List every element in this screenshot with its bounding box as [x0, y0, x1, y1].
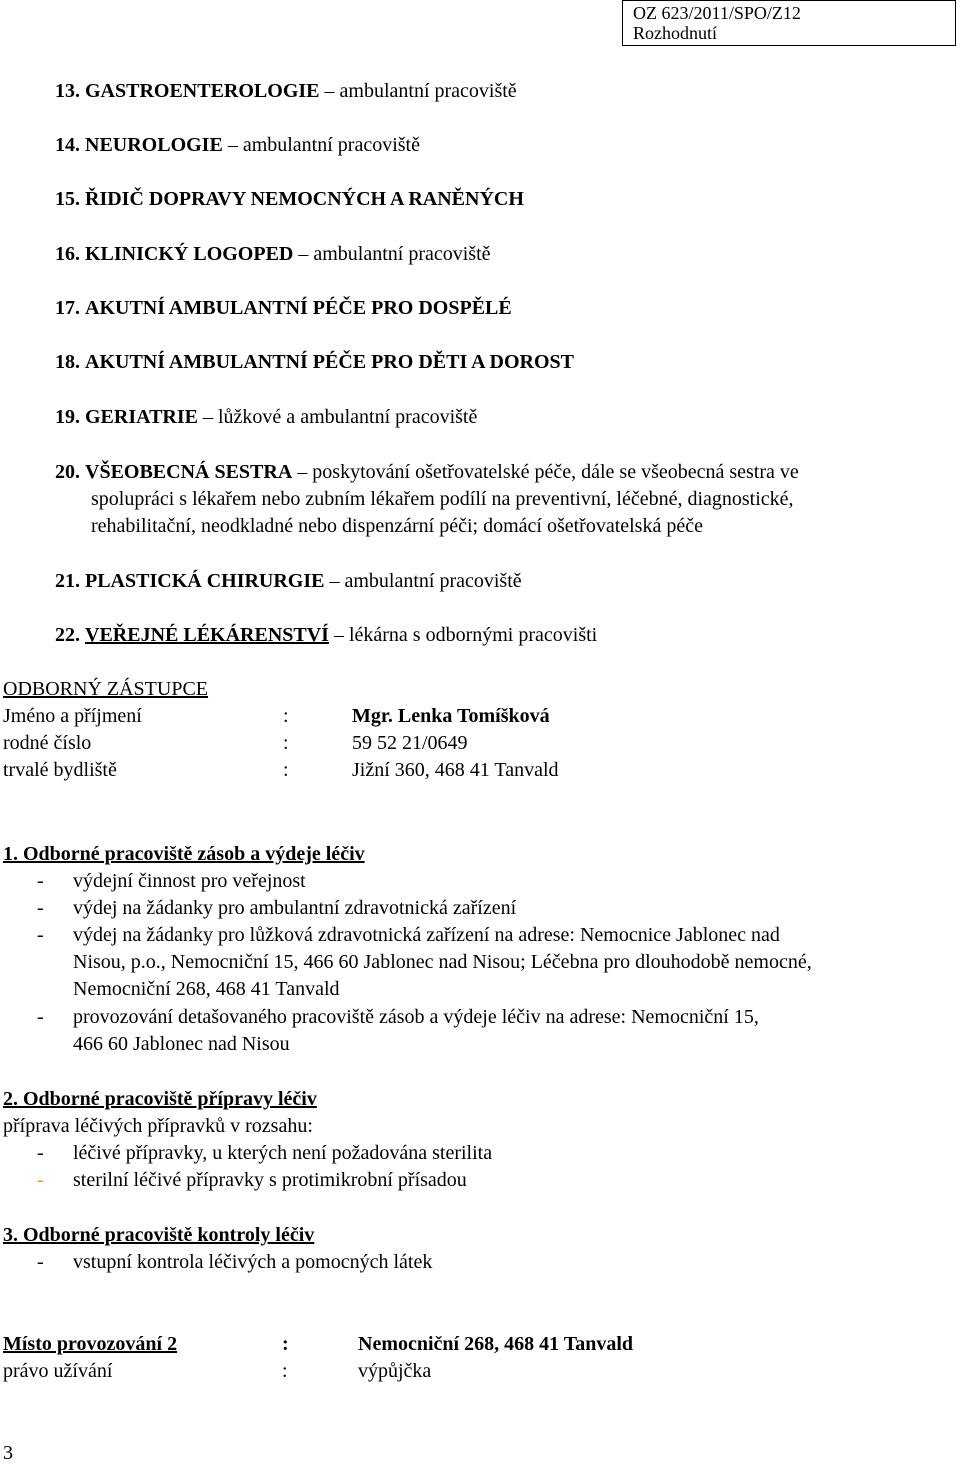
rep-value: Jižní 360, 468 41 Tanvald: [352, 759, 559, 781]
list-item-21: 21. PLASTICKÁ CHIRURGIE – ambulantní pracoviště: [55, 570, 522, 592]
usage-right-label: právo užívání: [3, 1360, 113, 1382]
item-number: 21.: [55, 570, 80, 592]
rep-separator: :: [283, 732, 289, 754]
bullet-4-line-1: provozování detašovaného pracoviště zásob a výdeje léčiv na adrese: Nemocniční 15,: [73, 1006, 759, 1028]
list-item: [55, 351, 574, 374]
item-desc: lůžkové a ambulantní pracoviště: [218, 406, 478, 428]
item-number: 18.: [55, 351, 80, 373]
rep-separator: :: [283, 705, 289, 727]
section-1-heading: [3, 843, 365, 866]
item-title: AKUTNÍ AMBULANTNÍ PÉČE PRO DĚTI A DOROST: [85, 351, 574, 373]
rep-value: Mgr. Lenka Tomíšková: [352, 705, 550, 727]
item-desc: lékárna s odbornými pracovišti: [348, 624, 598, 646]
document-type: Rozhodnutí: [633, 23, 717, 43]
rep-value: 59 52 21/0649: [352, 732, 468, 754]
section-3-heading: [3, 1224, 314, 1247]
rep-label: Jméno a příjmení: [3, 705, 142, 727]
rep-separator: :: [283, 759, 289, 781]
usage-right-value: výpůjčka: [358, 1360, 432, 1382]
item-number: 22.: [55, 624, 80, 646]
item-number: 17.: [55, 297, 80, 319]
item-desc-line-1: poskytování ošetřovatelské péče, dále se všeobecná sestra ve: [312, 461, 799, 483]
item-number: 16.: [55, 243, 80, 265]
item-number: 20.: [55, 461, 80, 483]
list-item: 16. KLINICKÝ LOGOPED – ambulantní pracoviště: [55, 243, 491, 265]
rep-label: trvalé bydliště: [3, 759, 117, 781]
list-item: 13. GASTROENTEROLOGIE – ambulantní pracoviště: [55, 80, 517, 102]
item-number: 19.: [55, 406, 80, 428]
item-desc: ambulantní pracoviště: [339, 80, 517, 102]
item-title: VŠEOBECNÁ SESTRA: [85, 461, 293, 483]
list-item: 14. NEUROLOGIE – ambulantní pracoviště: [55, 134, 420, 156]
page-number: 3: [3, 1442, 13, 1464]
section-2-title: 2. Odborné pracoviště přípravy léčiv: [3, 1088, 317, 1110]
list-item-20: 20. VŠEOBECNÁ SESTRA – poskytování ošetřovatelské péče, dále se všeobecná sestra ve: [55, 461, 799, 483]
section-2-intro: příprava léčivých přípravků v rozsahu:: [3, 1115, 313, 1137]
usage-right-separator: :: [282, 1360, 288, 1382]
representative-heading: ODBORNÝ ZÁSTUPCE: [3, 678, 209, 700]
reference-code: OZ 623/2011/SPO/Z12: [633, 3, 801, 23]
bullet-3-line-3: Nemocniční 268, 468 41 Tanvald: [73, 978, 340, 1000]
list-item: [55, 297, 512, 320]
place-value: Nemocniční 268, 468 41 Tanvald: [358, 1333, 634, 1355]
section-3-title: 3. Odborné pracoviště kontroly léčiv: [3, 1224, 315, 1246]
item-title: AKUTNÍ AMBULANTNÍ PÉČE PRO DOSPĚLÉ: [85, 297, 512, 319]
bullet-3-line-2: Nisou, p.o., Nemocniční 15, 466 60 Jablonec nad Nisou; Léčebna pro dlouhodobě nemocné,: [73, 951, 812, 973]
item-desc: ambulantní pracoviště: [313, 243, 491, 265]
item-desc: ambulantní pracoviště: [344, 570, 522, 592]
item-title: PLASTICKÁ CHIRURGIE: [85, 570, 325, 592]
place-separator: :: [282, 1333, 289, 1355]
item-20-line-2: spolupráci s lékařem nebo zubním lékařem podílí na preventivní, léčebné, diagnostické,: [91, 488, 794, 510]
section-1-title: 1. Odborné pracoviště zásob a výdeje léčiv: [3, 843, 365, 865]
place-label: Místo provozování 2: [3, 1333, 178, 1355]
item-title: GASTROENTEROLOGIE: [85, 80, 320, 102]
list-item: 19. GERIATRIE – lůžkové a ambulantní pracoviště: [55, 406, 478, 428]
item-number: 14.: [55, 134, 80, 156]
reference-box: [622, 0, 956, 46]
item-number: 15.: [55, 188, 80, 210]
place-row: [3, 1333, 177, 1356]
section-2-heading: [3, 1088, 317, 1111]
item-20-line-3: rehabilitační, neodkladné nebo dispenzární péči; domácí ošetřovatelská péče: [91, 515, 703, 537]
item-title: GERIATRIE: [85, 406, 198, 428]
bullet-4-line-2: 466 60 Jablonec nad Nisou: [73, 1033, 290, 1055]
bullet-3-line-1: výdej na žádanky pro lůžková zdravotnická zařízení na adrese: Nemocnice Jablonec nad: [73, 924, 780, 946]
item-number: 13.: [55, 80, 80, 102]
item-title: VEŘEJNÉ LÉKÁRENSTVÍ: [85, 624, 329, 646]
list-item-22: 22. VEŘEJNÉ LÉKÁRENSTVÍ – lékárna s odbornými pracovišti: [55, 624, 598, 646]
item-desc: ambulantní pracoviště: [242, 134, 420, 156]
rep-label: rodné číslo: [3, 732, 92, 754]
item-title: ŘIDIČ DOPRAVY NEMOCNÝCH A RANĚNÝCH: [85, 188, 524, 210]
list-item: [55, 188, 524, 211]
item-title: KLINICKÝ LOGOPED: [85, 243, 294, 265]
item-title: NEUROLOGIE: [85, 134, 223, 156]
